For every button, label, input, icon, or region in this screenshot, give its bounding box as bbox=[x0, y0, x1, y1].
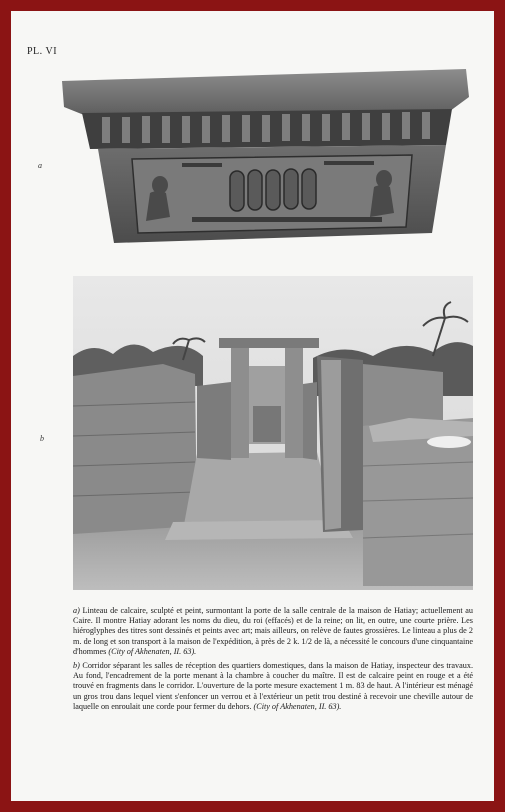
caption-b-label: b) bbox=[73, 661, 80, 671]
book-page bbox=[11, 11, 494, 801]
caption-b-text: Corridor séparant les salles de réception des quartiers domestiques, dans la maison de Hatiay, inspecteur des travaux. Au fond, l'encadrement de la porte menant à la chambre à coucher du maître. Il est de calcaire peint en rouge et a été trouvé en fragments dans le corridor. L'ouverture de la porte mesure exactement 1 m. 83 de haut. A l'intérieur est ménagé un gros trou dans lequel vient s'enfoncer un verrou et à l'extérieur un petit trou destiné à recevoir une cheville autour de laquelle on enroulait une corde pour fermer du dehors. bbox=[73, 661, 474, 711]
plate-label: PL. VI bbox=[27, 46, 58, 57]
figure-mark-b: b bbox=[40, 434, 44, 443]
lintel-photo bbox=[62, 67, 469, 245]
corridor-photo bbox=[73, 276, 473, 590]
plate-captions bbox=[73, 606, 473, 716]
caption-a bbox=[73, 606, 473, 657]
caption-a-reference: (City of Akhenaten, II. 63). bbox=[108, 646, 197, 656]
caption-b-reference: (City of Akhenaten, II. 63). bbox=[253, 701, 342, 711]
figure-mark-a: a bbox=[38, 161, 42, 170]
caption-b bbox=[73, 661, 473, 712]
caption-a-text: Linteau de calcaire, sculpté et peint, surmontant la porte de la salle centrale de la maison de Hatiay; actuellement au Caire. Il montre Hatiay adorant les noms du dieu, du roi (effacés) et de la reine; on lit, en outre, une courte prière. Les hiéroglyphes des titres sont dessinés et peints avec art; mais ailleurs, on relève de fautes grossières. Le linteau a plus de 2 m. de long et son transport à la maison de l'expédition, à près de 2 k. 1/2 de là, a nécessité le concours d'une cinquantaine d'hommes bbox=[73, 606, 474, 656]
caption-a-label: a) bbox=[73, 606, 80, 615]
